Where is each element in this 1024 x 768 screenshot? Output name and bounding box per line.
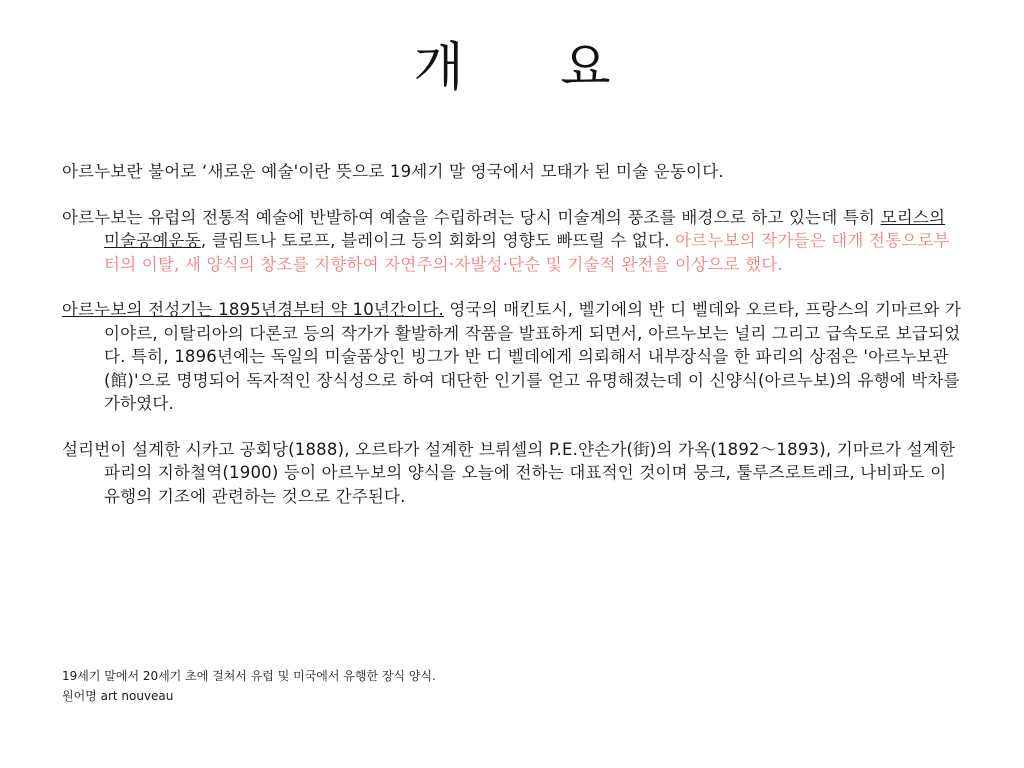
footnote [62,666,436,706]
paragraph-background [62,206,962,277]
paragraph-heyday [62,298,962,416]
highlighted-ideals-text: 아르누보의 작가들은 대개 전통으로부터의 이탈, 새 양식의 창조를 지향하여 자연주의·자발성·단순 및 기술적 완전을 이상으로 했다. [104,231,950,274]
slide-body [62,160,962,530]
footnote-definition: 19세기 말에서 20세기 초에 걸쳐서 유럽 및 미국에서 유행한 장식 양식. [62,669,436,683]
slide-title: 개 요 [413,38,651,98]
paragraph-heyday-text: 영국의 매킨토시, 벨기에의 반 디 벨데와 오르타, 프랑스의 기마르와 가이야르, 이탈리아의 다론코 등의 작가가 활발하게 작품을 발표하게 되면서, 아르누보는 널리 그리고 급속도로 보급되었다. 특히, 1896년에는 독일의 미술품상인 빙그가 반 디 벨데에게 의뢰해서 내부장식을 한 파리의 상점은 '아르누보관(館)'으로 명명되어 독자적인 장식성으로 하여 대단한 인기를 얻고 유명해졌는데 이 신양식(아르누보)의 유행에 박차를 가하였다. [104,300,962,413]
paragraph-background-text-2: , 클림트나 토로프, 블레이크 등의 회화의 영향도 빠뜨릴 수 없다. [200,231,676,250]
paragraph-definition-text: 아르누보란 불어로 ‘새로운 예술'이란 뜻으로 19세기 말 영국에서 모태가 된 미술 운동이다. [62,162,724,181]
paragraph-definition [62,160,962,184]
heyday-underlined-text: 아르누보의 전성기는 1895년경부터 약 10년간이다. [62,300,444,319]
paragraph-background-text: 아르누보는 유럽의 전통적 예술에 반발하여 예술을 수립하려는 당시 미술계의 풍조를 배경으로 하고 있는데 특히 [62,207,881,227]
footnote-original-name: 원어명 art nouveau [62,689,174,703]
paragraph-examples-text: 설리번이 설계한 시카고 공회당(1888), 오르타가 설계한 브뤼셀의 P.E.얀손가(街)의 가옥(1892～1893), 기마르가 설계한 파리의 지하철역(1900) 등이 아르누보의 양식을 오늘에 전하는 대표적인 것이며 뭉크, 툴루즈로트레크, 나비파도 이 유행의 기조에 관련하는 것으로 간주된다. [62,439,956,506]
paragraph-examples [62,438,962,509]
morris-arts-crafts-link[interactable]: 모리스의 미술공예운동 [104,207,946,250]
